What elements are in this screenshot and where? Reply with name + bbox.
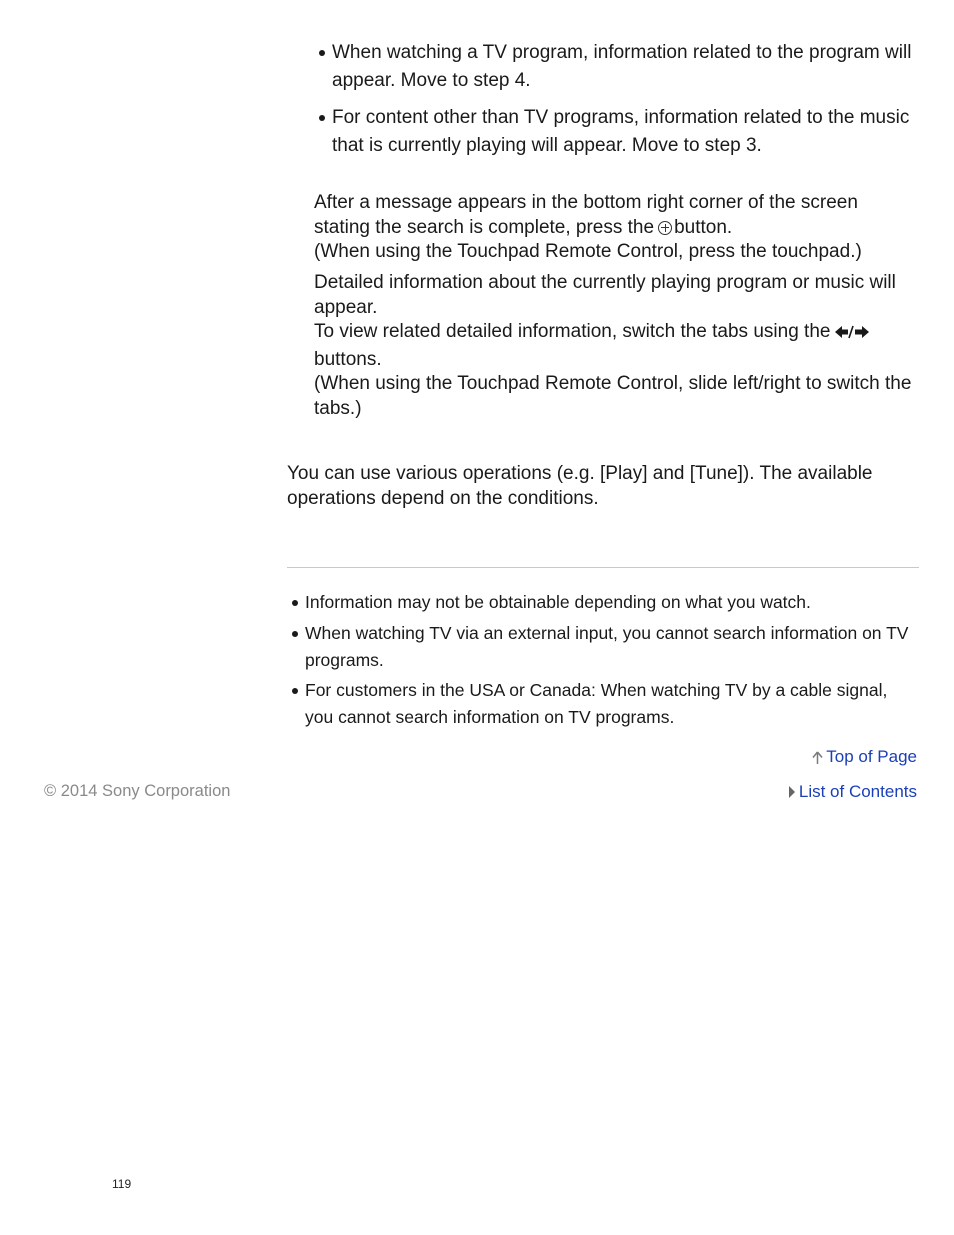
list-item: When watching TV via an external input, you cannot search information on TV programs. [291,620,933,674]
list-item: For customers in the USA or Canada: When watching TV by a cable signal, you cannot search information on TV programs. [291,677,905,731]
copyright: © 2014 Sony Corporation [44,782,231,800]
step-4-instructions [314,271,920,421]
triangle-right-icon [789,786,795,798]
up-arrow-icon [812,750,823,770]
step-4-line-2: To view related detailed information, switch the tabs using the buttons. [314,320,920,372]
step-3-instructions [314,191,934,265]
step-4-line-1: Detailed information about the currently playing program or music will appear. [314,272,896,318]
page-number: 119 [112,1177,132,1191]
left-right-arrows-icon [834,323,870,348]
step-4-line-3: (When using the Touchpad Remote Control, slide left/right to switch the tabs.) [314,373,912,419]
top-of-page-link[interactable]: Top of Page [812,747,917,770]
step-3-line-2: stating the search is complete, press the button. [314,216,733,238]
list-item: For content other than TV programs, information related to the music that is currently playing will appear. Move to step 3. [318,104,932,160]
operations-paragraph: You can use various operations (e.g. [Play] and [Tune]). The available operations depend on the conditions. [287,463,873,509]
circle-plus-icon [658,221,672,235]
list-of-contents-link[interactable]: List of Contents [789,782,917,802]
list-item: Information may not be obtainable depending on what you watch. [291,589,933,616]
list-item: When watching a TV program, information related to the program will appear. Move to step 4. [318,39,932,95]
step-3-line-1: After a message appears in the bottom right corner of the screen [314,192,858,213]
step-3-line-3: (When using the Touchpad Remote Control, press the touchpad.) [314,241,862,262]
section-divider [287,567,919,568]
